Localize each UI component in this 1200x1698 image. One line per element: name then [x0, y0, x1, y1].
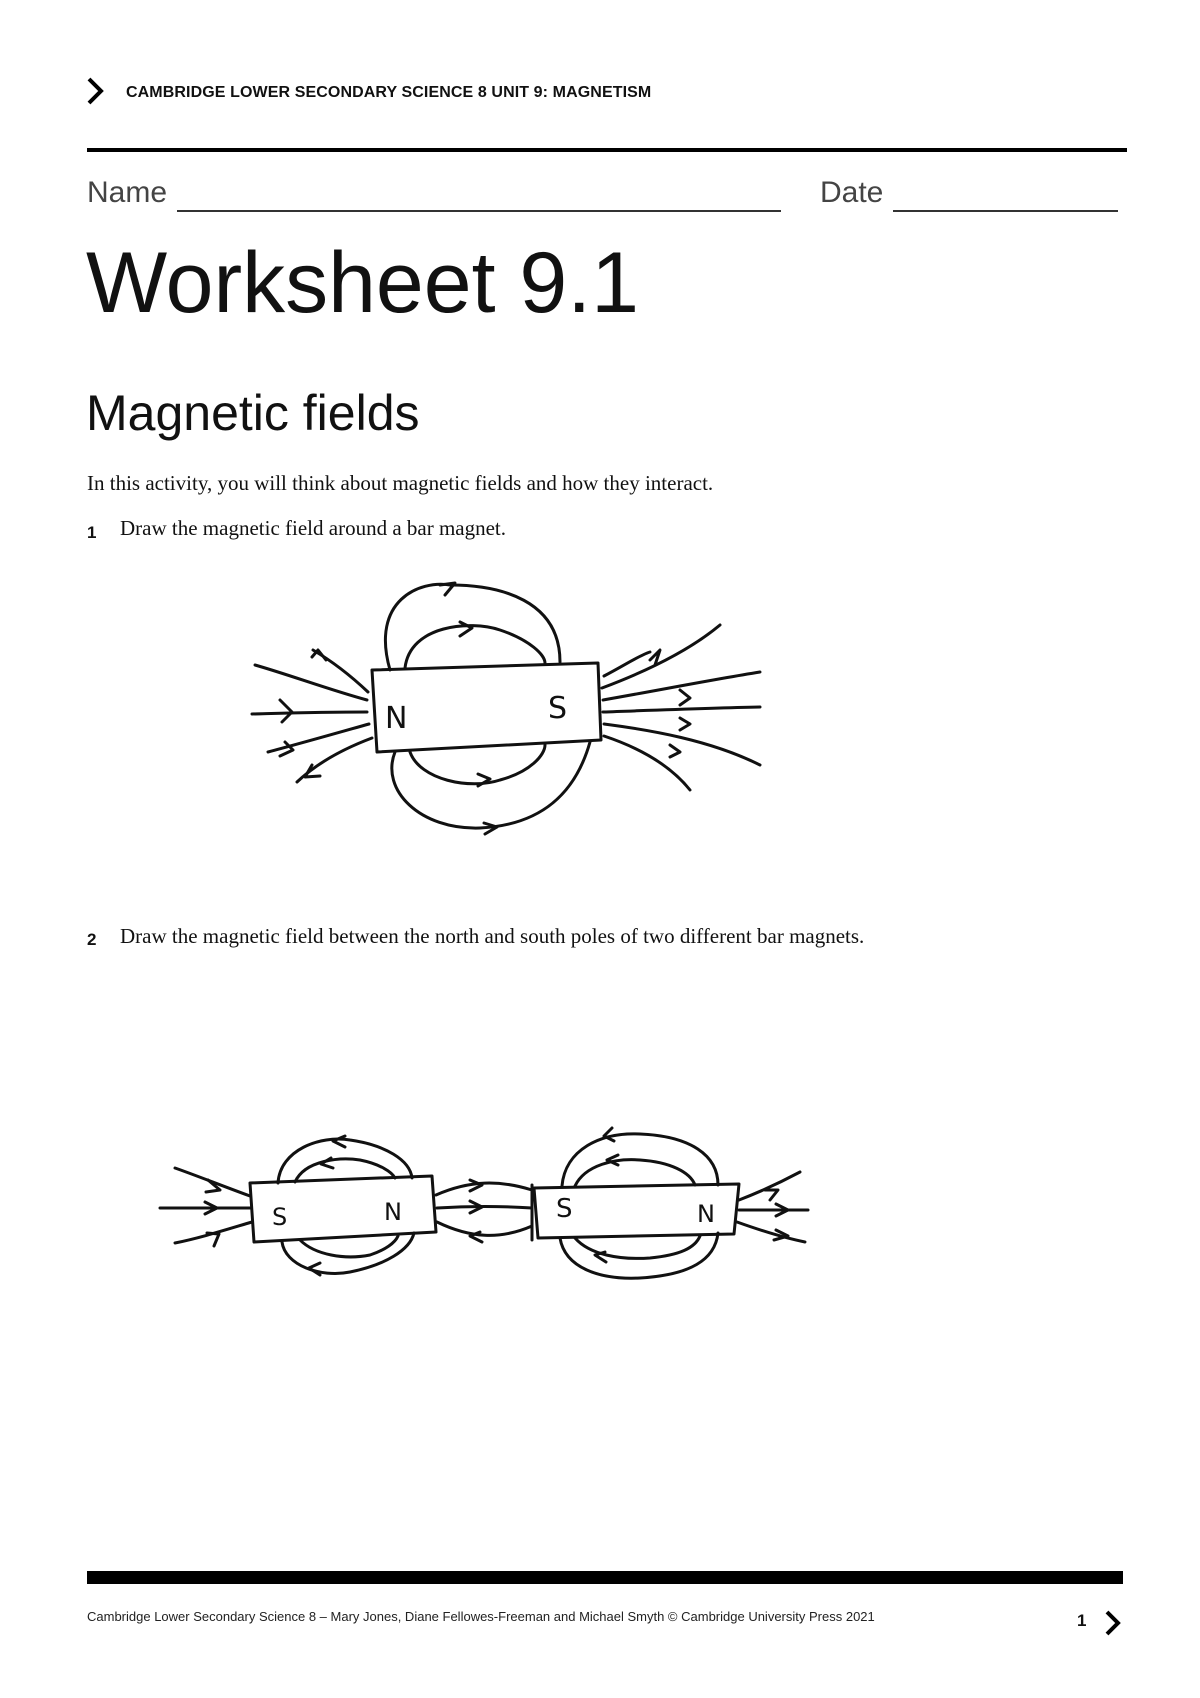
- page-number: 1: [1077, 1611, 1087, 1630]
- pole-label-n: N: [385, 701, 408, 736]
- magnet-1-pole-left: S: [272, 1203, 288, 1231]
- worksheet-title: Worksheet 9.1: [86, 235, 639, 331]
- footer-credit: Cambridge Lower Secondary Science 8 – Mary Jones, Diane Fellowes-Freeman and Michael Smyth © Cambridge University Press 2021: [87, 1609, 875, 1624]
- magnet-1-pole-right: N: [384, 1198, 402, 1226]
- question-1-text: Draw the magnetic field around a bar magnet.: [120, 516, 507, 540]
- magnet-2-pole-right: N: [697, 1200, 715, 1228]
- footer-divider: [87, 1571, 1123, 1584]
- pole-label-s: S: [548, 691, 568, 726]
- intro-text: In this activity, you will think about magnetic fields and how they interact.: [87, 471, 714, 495]
- question-2-text: Draw the magnetic field between the north and south poles of two different bar magnets.: [120, 924, 865, 948]
- worksheet-subtitle: Magnetic fields: [86, 385, 420, 441]
- question-2-number: 2: [87, 930, 97, 949]
- date-label: Date: [820, 176, 884, 209]
- question-1-number: 1: [87, 523, 97, 542]
- chevron-right-icon[interactable]: [1103, 1609, 1123, 1637]
- magnet-2-pole-left: S: [556, 1194, 573, 1224]
- name-label: Name: [87, 176, 168, 209]
- header-title: CAMBRIDGE LOWER SECONDARY SCIENCE 8 UNIT 9: MAGNETISM: [126, 84, 652, 101]
